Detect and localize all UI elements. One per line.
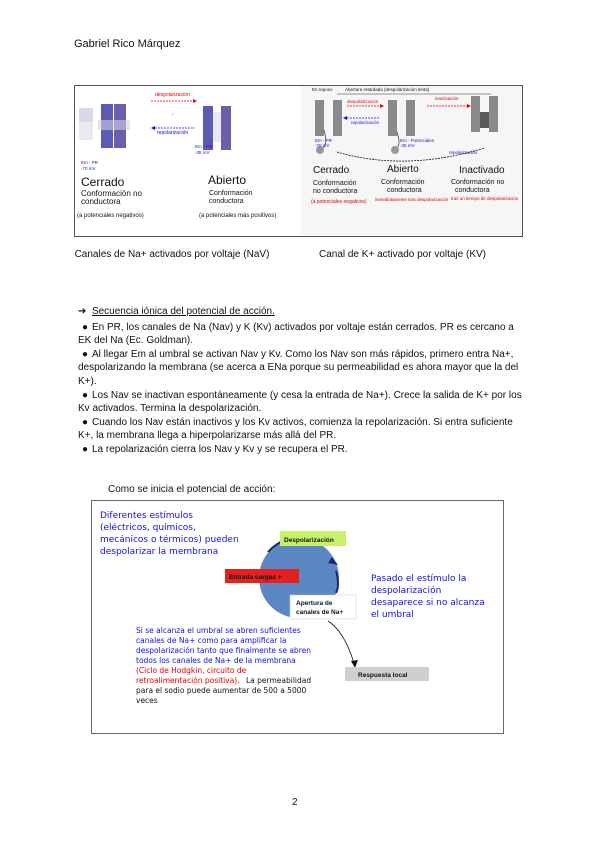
- threshold-black-line-1: para el sodio puede aumentar de 500 a 5000: [136, 686, 307, 695]
- k-header: Abertura retardada (despolarización lenta): [345, 87, 430, 92]
- na-opening-label-1: Apertura de: [296, 600, 333, 607]
- na-arrow-bottom-label: repolarización: [157, 130, 189, 136]
- k-arrow2-top: inactivación: [435, 96, 459, 101]
- list-item: ● Al llegar Em al umbral se activan Nav y Kv. Como los Nav son más rápidos, primero entra Na+, despolarizando la membrana (se acerca a ENa porque su permeabilidad es ahora mayor que la del K+).: [78, 348, 519, 387]
- threshold-line-2: canales de Na+ como para amplificar la: [136, 636, 287, 645]
- figure2-title: Como se inicia el potencial de acción:: [108, 484, 276, 495]
- bullet-icon: ●: [81, 416, 89, 428]
- k-arrow3-label: repolarización: [449, 150, 478, 155]
- threshold-red-line-1: (Ciclo de Hodgkin, circuito de: [136, 666, 247, 675]
- na-open-voltage-1: Em - PR: [195, 144, 213, 149]
- bullet-icon: ●: [81, 348, 89, 360]
- threshold-line-3: despolarización tanto que finalmente se abren: [136, 646, 311, 655]
- na-open-voltage-2: -35 mV: [195, 150, 210, 155]
- k-open-voltage-2: -35 mV: [400, 143, 415, 148]
- stimuli-line-3: mecánicos o térmicos) pueden: [100, 535, 239, 545]
- fade-line-1: Pasado el estímulo la: [371, 574, 467, 584]
- k-inact-desc-2: conductora: [455, 187, 490, 194]
- k-open-desc-2: conductora: [387, 187, 422, 194]
- na-closed-voltage-1: Em - PR: [81, 160, 99, 165]
- author-name: Gabriel Rico Márquez: [74, 38, 181, 50]
- k-closed-voltage-2: -70 mV: [315, 143, 330, 148]
- stimuli-line-2: (eléctricos, químicos,: [100, 523, 196, 533]
- fade-line-2: despolarización: [371, 586, 442, 596]
- na-closed-title: Cerrado: [81, 175, 125, 189]
- k-closed-desc-2: no conductora: [313, 188, 358, 195]
- na-open-desc-2: conductora: [209, 198, 244, 205]
- na-closed-note: (a potenciales negativos): [77, 213, 144, 219]
- ion-channel-figure: [74, 85, 523, 237]
- bullet-icon: ●: [81, 321, 89, 333]
- na-opening-label-2: canales de Na+: [296, 609, 344, 616]
- k-open-note: inmediatamente tras despolarización: [375, 197, 449, 202]
- na-open-title: Abierto: [208, 173, 247, 187]
- k-closed-note: (a potenciales negativos): [311, 199, 367, 205]
- k-open-desc-1: Conformación: [381, 179, 425, 186]
- k-arrow1-top: despolarización: [347, 99, 379, 104]
- na-arrow-top-label: despolarización: [155, 92, 190, 98]
- threshold-black-line-2: veces: [136, 696, 158, 705]
- stimuli-line-1: Diferentes estímulos: [100, 511, 193, 521]
- k-inact-desc-1: Conformación no: [451, 179, 505, 186]
- section-heading: [78, 305, 523, 319]
- list-item: ● La repolarización cierra los Nav y Kv y se recupera el PR.: [78, 443, 523, 457]
- k-open-voltage-1: Em - Potenciales: [400, 138, 435, 143]
- section-title: Secuencia iónica del potencial de acción.: [91, 306, 275, 317]
- local-response-label: Respuesta local: [358, 672, 408, 679]
- na-closed-desc-1: Conformación no: [81, 189, 142, 198]
- k-inact-note: tras un tiempo de despolarización: [451, 196, 519, 201]
- na-open-desc-1: Conformación: [209, 190, 253, 197]
- action-potential-section: [78, 305, 523, 457]
- action-potential-figure: [91, 500, 504, 734]
- page-number: 2: [292, 797, 298, 808]
- bullet-icon: ●: [81, 443, 89, 455]
- list-item: ● Los Nav se inactivan espontáneamente (y cesa la entrada de Na+). Crece la salida de K+ por los Kv activados. Termina la despolarización.: [78, 389, 522, 415]
- k-closed-desc-1: Conformación: [313, 180, 357, 187]
- arrow-icon: ➔: [78, 306, 87, 317]
- na-closed-desc-2: conductora: [81, 197, 121, 206]
- k-arrow1-bottom: repolarización: [351, 120, 380, 125]
- list-item: ● Cuando los Nav están inactivos y los Kv activos, comienza la repolarización. Si entra suficiente K+, la membrana llega a hiperpolarizarse más allá del PR.: [78, 416, 513, 442]
- na-open-note: (a potenciales más positivos): [199, 213, 277, 219]
- fade-line-3: desaparece si no alcanza: [371, 598, 485, 608]
- k-closed-voltage-1: Em - PR: [315, 138, 333, 143]
- depolarization-label: Despolarización: [284, 537, 334, 544]
- action-potential-diagram: [92, 501, 503, 733]
- k-label-rest: En reposo: [312, 87, 333, 92]
- list-item: ● En PR, los canales de Na (Nav) y K (Kv) activados por voltaje están cerrados. PR es cercano a EK del Na (Ec. Goldman).: [78, 321, 514, 347]
- threshold-line-4: todos los canales de Na+ de la membrana: [136, 656, 296, 665]
- na-closed-voltage-2: -70 mV: [81, 166, 96, 171]
- caption-k-channel: Canal de K+ activado por voltaje (KV): [318, 249, 487, 260]
- svg-text:,: ,: [172, 110, 174, 116]
- threshold-red-tail: La permeabilidad: [246, 676, 312, 685]
- bullet-list: [78, 321, 523, 457]
- threshold-red-line-2: retroalimentación positiva).: [136, 676, 240, 685]
- caption-na-channels: Canales de Na+ activados por voltaje (NaV): [74, 249, 270, 260]
- k-open-title: Abierto: [387, 164, 419, 175]
- fade-line-4: el umbral: [371, 610, 414, 620]
- k-closed-title: Cerrado: [313, 165, 350, 176]
- bullet-icon: ●: [81, 389, 89, 401]
- k-inact-title: Inactivado: [459, 165, 505, 176]
- threshold-line-1: Si se alcanza el umbral se abren suficientes: [136, 626, 301, 635]
- positive-entry-label: Entrada cargas +: [229, 574, 282, 581]
- stimuli-line-4: despolarizar la membrana: [100, 547, 219, 557]
- ion-channel-diagram: [75, 86, 522, 236]
